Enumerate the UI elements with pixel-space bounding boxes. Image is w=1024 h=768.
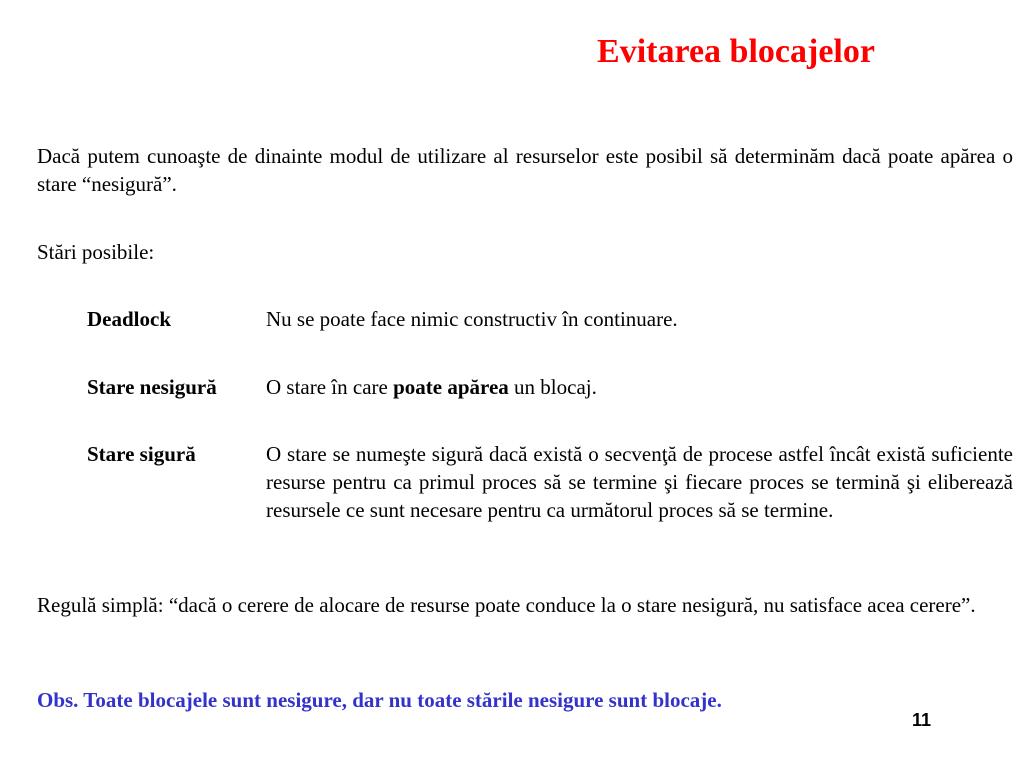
state-description-emphasis: poate apărea [393,375,509,399]
states-label: Stări posibile: [37,240,155,264]
state-description: Nu se poate face nimic constructiv în continuare. [266,307,678,331]
state-description-text: un blocaj. [508,375,597,399]
page-number: 11 [912,710,932,730]
intro-paragraph: Dacă putem cunoaşte de dinainte modul de utilizare al resurselor este posibil să determinăm dacă poate apărea o stare “nesigură”. [37,144,1013,196]
state-description: O stare se numeşte sigură dacă există o secvenţă de procese astfel încât există suficiente resurse pentru ca primul proces să se termine şi fiecare proces se termină şi eliberează resursele ce sunt necesare pentru ca următorul proces să se termine. [266,442,1013,522]
state-term: Deadlock [87,307,171,331]
state-term: Stare nesigură [87,375,217,399]
slide-title: Evitarea blocajelor [597,33,875,70]
state-description [266,373,1013,401]
observation-note: Obs. Toate blocajele sunt nesigure, dar nu toate stările nesigure sunt blocaje. [37,688,722,712]
rule-paragraph: Regulă simplă: “dacă o cerere de alocare de resurse poate conduce la o stare nesigură, nu satisface acea cerere”. [37,593,976,617]
state-description-text: O stare în care [266,375,394,399]
state-term: Stare sigură [87,442,196,466]
